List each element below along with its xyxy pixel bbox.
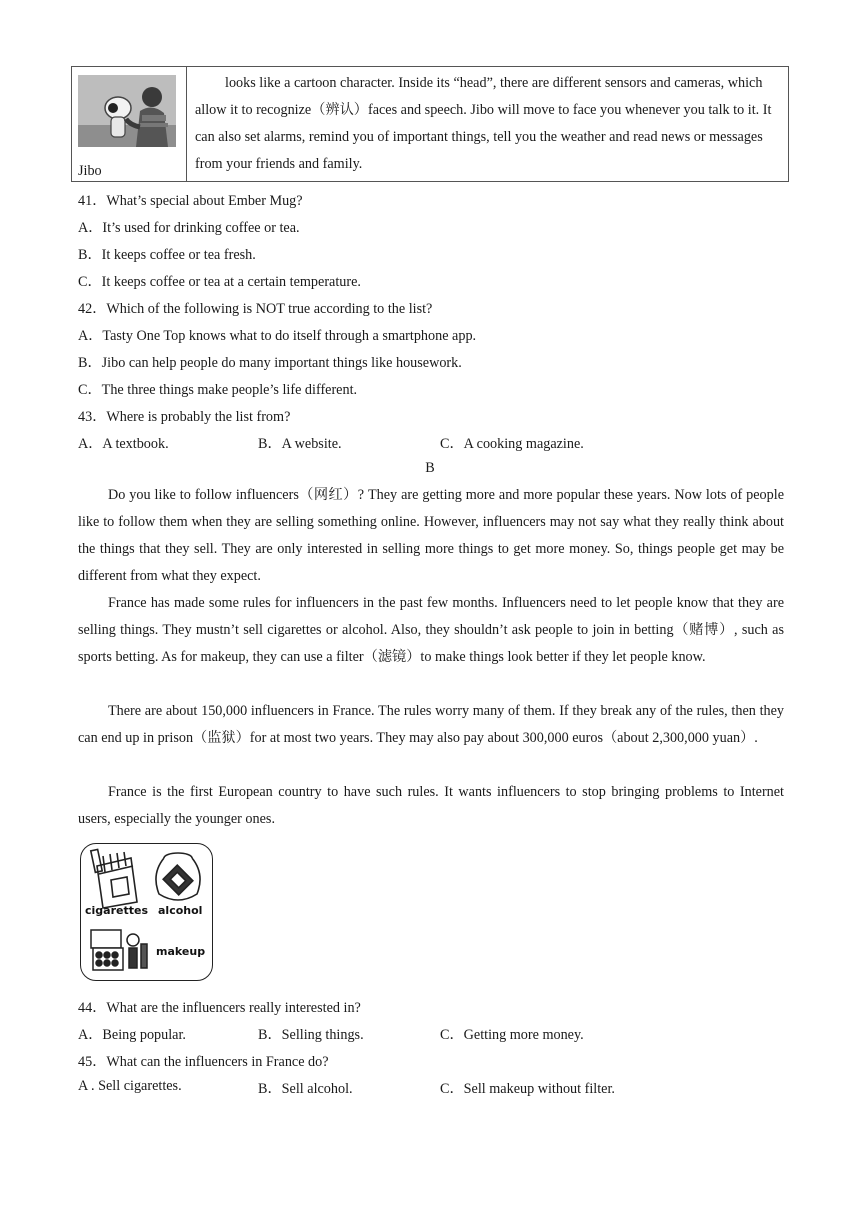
passage-paragraph-2-text: France has made some rules for influencers in the past few months. Influencers need to let people know that they are selling things. They mustn’t sell cigarettes or alcohol. Also, they shouldn’t ask people to join in betting（赌博）, such as sports betting. As for makeup, they can use a filter（滤镜）to make things look better if they let people know. <box>78 595 784 665</box>
jibo-robot-illustration <box>78 75 176 147</box>
question-43-option-b: B．A website. <box>258 436 342 452</box>
question-42-option-b: B．Jibo can help people do many important things like housework. <box>78 355 462 371</box>
question-45-option-c: C．Sell makeup without filter. <box>440 1081 615 1097</box>
makeup-icon <box>91 930 147 970</box>
question-43: 43．Where is probably the list from? <box>78 409 291 425</box>
question-45: 45．What can the influencers in France do? <box>78 1054 329 1070</box>
passage-paragraph-1 <box>78 482 784 590</box>
passage-paragraph-2 <box>78 590 784 671</box>
jibo-photo <box>78 75 176 147</box>
question-41-option-a: A．It’s used for drinking coffee or tea. <box>78 220 300 236</box>
question-42-option-a: A．Tasty One Top knows what to do itself through a smartphone app. <box>78 328 477 344</box>
passage-paragraph-1-text: Do you like to follow influencers（网红）? They are getting more and more popular these years. Now lots of people like to follow them when they are selling something online. However, influencers may not say what they really think about the things that they sell. They are only interested in selling more things to get more money. So, things people get may be different from what they expect. <box>78 487 784 584</box>
passage-paragraph-4-text: France is the first European country to have such rules. It wants influencers to stop bringing problems to Internet users, especially the younger ones. <box>78 784 784 827</box>
illustration-label-makeup: makeup <box>156 945 206 958</box>
question-45-option-a: A . Sell cigarettes. <box>78 1078 182 1094</box>
question-41: 41．What’s special about Ember Mug? <box>78 193 303 209</box>
jibo-table <box>71 66 789 182</box>
question-43-option-c: C．A cooking magazine. <box>440 436 584 452</box>
question-45-option-b: B．Sell alcohol. <box>258 1081 353 1097</box>
passage-paragraph-3 <box>78 698 784 752</box>
question-44-option-a: A．Being popular. <box>78 1027 186 1043</box>
question-43-option-a: A．A textbook. <box>78 436 169 452</box>
question-41-option-c: C．It keeps coffee or tea at a certain temperature. <box>78 274 361 290</box>
illustration-label-alcohol: alcohol <box>158 904 203 917</box>
question-41-option-b: B．It keeps coffee or tea fresh. <box>78 247 256 263</box>
cigarettes-icon <box>91 849 137 908</box>
question-44-option-c: C．Getting more money. <box>440 1027 584 1043</box>
illustration-label-cigarettes: cigarettes <box>85 904 148 917</box>
question-44: 44．What are the influencers really interested in? <box>78 1000 361 1016</box>
alcohol-icon <box>156 853 200 900</box>
banned-items-illustration <box>80 843 213 981</box>
jibo-description <box>187 67 788 181</box>
passage-paragraph-3-text: There are about 150,000 influencers in France. The rules worry many of them. If they break any of the rules, then they can end up in prison（监狱）for at most two years. They may also pay about 300,000 euros（about 2,300,000 yuan）. <box>78 703 784 746</box>
passage-paragraph-4 <box>78 779 784 833</box>
jibo-description-text: looks like a cartoon character. Inside its “head”, there are different sensors and cameras, which allow it to recognize（辨认）faces and speech. Jibo will move to face you whenever you talk to it. It can also set alarms, remind you of important things, tell you the weather and read news or messages from your friends and family. <box>195 75 772 172</box>
section-b-heading: B <box>425 460 435 476</box>
jibo-image-cell <box>72 67 187 181</box>
question-42-option-c: C．The three things make people’s life different. <box>78 382 358 398</box>
question-42: 42．Which of the following is NOT true according to the list? <box>78 301 433 317</box>
jibo-name: Jibo <box>78 163 102 179</box>
question-44-option-b: B．Selling things. <box>258 1027 364 1043</box>
